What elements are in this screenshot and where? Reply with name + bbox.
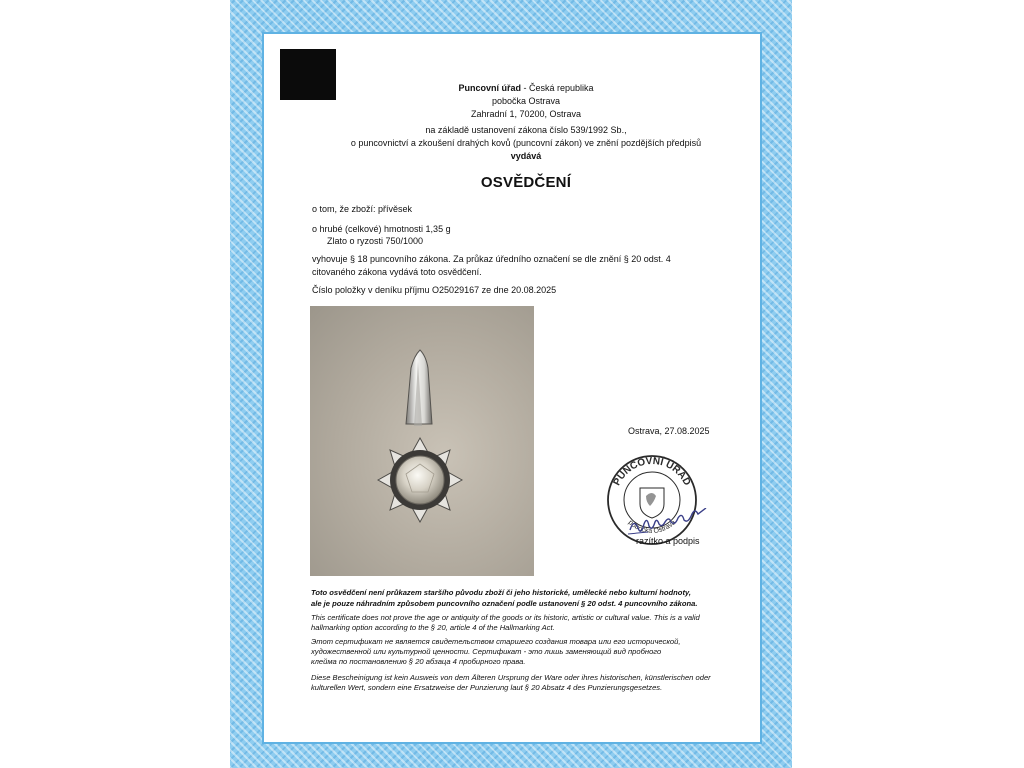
office-country: - Česká republika [520,83,594,93]
footer-en-line-2: hallmarking option according to the § 20, article 4 of the Hallmarking Act. [311,623,555,632]
place-date: Ostrava, 27.08.2025 [628,426,710,436]
office-heading [296,82,756,94]
branch: pobočka Ostrava [491,96,561,106]
weight-line: o hrubé (celkové) hmotnosti 1,35 g [312,224,451,234]
record-line: Číslo položky v deníku příjmu O25029167 ze dne 20.08.2025 [312,285,557,295]
issues-label: vydává [510,151,542,161]
footer-cz-line-2: ale je pouze náhradním způsobem puncovního označení podle ustanovení § 20 odst. 4 puncovního zákona. [311,599,698,608]
handwritten-signature [626,508,720,538]
footer-de-line-2: kulturellen Wert, sondern eine Ersatzweise der Punzierung laut § 20 Absatz 4 des Punzierungsgesetzes. [311,683,663,692]
stamp-text-top: PUNCOVNÍ ÚŘAD [611,455,693,488]
pendant-image [310,306,534,576]
compliance-line-2: citovaného zákona vydává toto osvědčení. [312,267,482,277]
footer-de-line-1: Diese Bescheinigung ist kein Ausweis von dem Älteren Ursprung der Ware oder ihres historischen, künstlerischen oder [311,673,711,682]
signature-label: razítko a podpis [636,536,700,546]
certificate-title: OSVĚDČENÍ [480,174,572,191]
footer-ru-line-2: художественной или культурной ценности. Сертификат - это лишь заменяющий вид пробного [311,647,662,656]
footer-ru-line-1: Этот сертификат не является свидетельством старшего создания товара или его исторической, [311,637,681,646]
address: Zahradní 1, 70200, Ostrava [470,109,582,119]
compliance-line-1: vyhovuje § 18 puncovního zákona. Za průkaz úředního označení se dle znění § 20 odst. 4 [312,254,671,264]
office-name: Puncovní úřad [458,83,521,93]
footer-cz-line-1: Toto osvědčení není průkazem staršího původu zboží či jeho historické, umělecké nebo kulturní hodnoty, [311,588,692,597]
footer-en-line-1: This certificate does not prove the age or antiquity of the goods or its historic, artistic or cultural value. This is a valid [311,613,700,622]
footer-ru-line-3: клейма по постановлению § 20 абзаца 4 пробирного права. [311,657,526,666]
pendant-photo [310,306,534,576]
law-line-1: na základě ustanovení zákona číslo 539/1992 Sb., [425,125,627,135]
svg-text:PUNCOVNÍ ÚŘAD [612,455,693,487]
purity-line: Zlato o ryzosti 750/1000 [327,236,424,246]
law-line-2: o puncovnictví a zkoušení drahých kovů (puncovní zákon) ve znění pozdějších předpisů [350,138,702,148]
item-line: o tom, že zboží: přívěsek [312,204,413,214]
stamp-text-bottom: pobočka Ostrava [626,519,678,535]
